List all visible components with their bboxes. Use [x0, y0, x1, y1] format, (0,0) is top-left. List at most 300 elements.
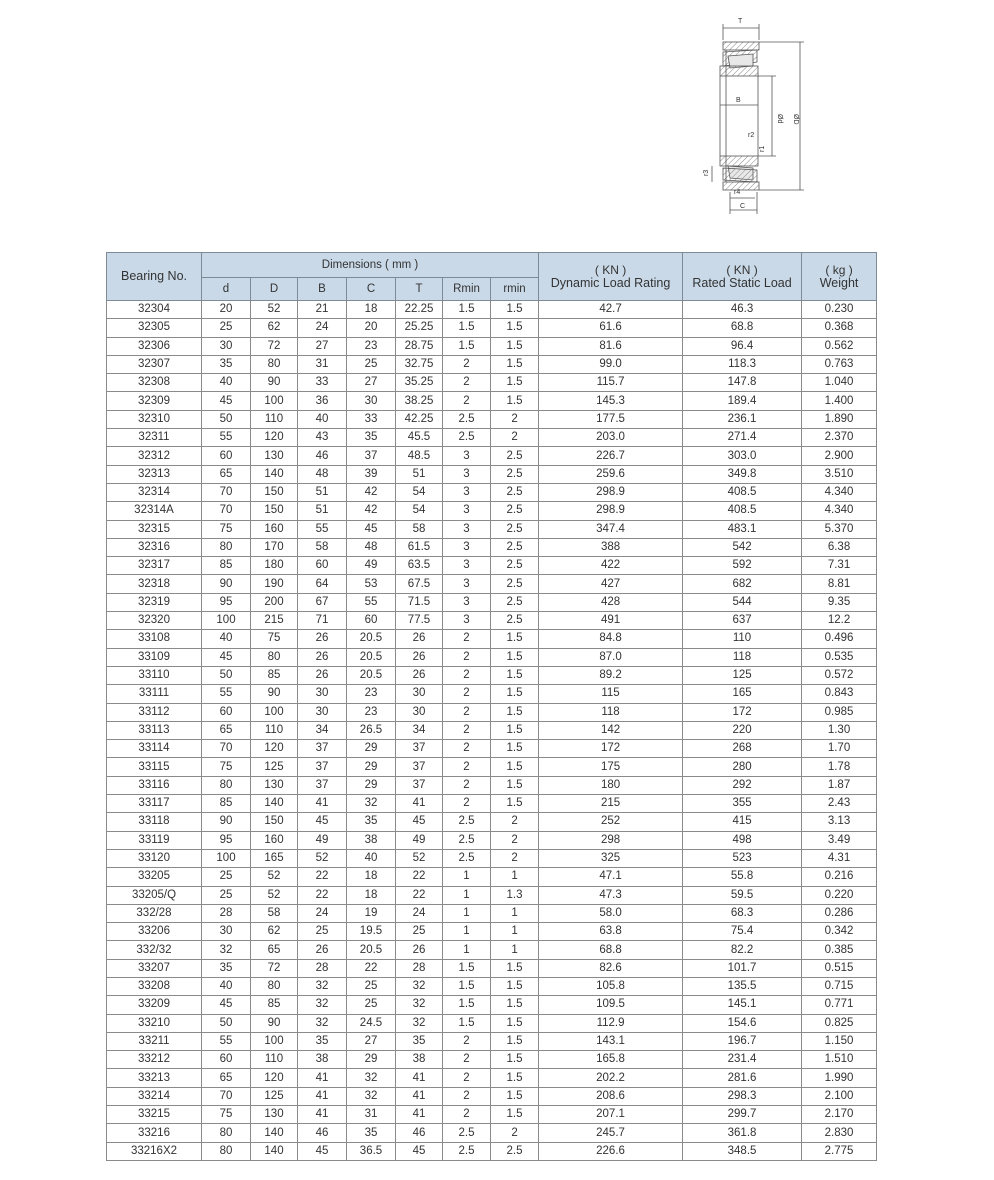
cell-rmin: 2.5: [491, 593, 539, 611]
table-row: [107, 1087, 877, 1105]
cell-bearing-no: 332/28: [107, 904, 202, 922]
cell-static-load: 299.7: [683, 1106, 802, 1124]
cell-dynamic-load: 347.4: [539, 520, 683, 538]
cell-T: 25: [396, 923, 443, 941]
label-r1: r1: [759, 145, 766, 152]
cell-dynamic-load: 226.7: [539, 447, 683, 465]
cell-bearing-no: 32312: [107, 447, 202, 465]
table-row: [107, 319, 877, 337]
cell-weight: 0.715: [802, 977, 877, 995]
cell-static-load: 189.4: [683, 392, 802, 410]
cell-static-load: 75.4: [683, 923, 802, 941]
cell-C: 18: [347, 868, 396, 886]
cell-d: 25: [202, 868, 251, 886]
cell-Rmin: 2: [443, 1087, 491, 1105]
cell-weight: 1.990: [802, 1069, 877, 1087]
table-row: [107, 648, 877, 666]
cell-weight: 1.400: [802, 392, 877, 410]
table-row: [107, 831, 877, 849]
cell-d: 80: [202, 1124, 251, 1142]
table-row: [107, 429, 877, 447]
cell-dynamic-load: 112.9: [539, 1014, 683, 1032]
cell-rmin: 1.5: [491, 1051, 539, 1069]
cell-Rmin: 3: [443, 483, 491, 501]
cell-C: 45: [347, 520, 396, 538]
cell-d: 20: [202, 301, 251, 319]
cell-d: 40: [202, 630, 251, 648]
cell-C: 29: [347, 1051, 396, 1069]
cell-D: 90: [251, 1014, 298, 1032]
cell-Rmin: 1.5: [443, 977, 491, 995]
cell-weight: 0.216: [802, 868, 877, 886]
cell-Rmin: 1.5: [443, 1014, 491, 1032]
cell-d: 100: [202, 612, 251, 630]
cell-Rmin: 1: [443, 904, 491, 922]
cell-T: 24: [396, 904, 443, 922]
cell-Rmin: 1.5: [443, 319, 491, 337]
cell-weight: 3.510: [802, 465, 877, 483]
cell-rmin: 2.5: [491, 520, 539, 538]
cell-D: 110: [251, 1051, 298, 1069]
cell-rmin: 2.5: [491, 465, 539, 483]
cell-dynamic-load: 325: [539, 849, 683, 867]
cell-dynamic-load: 89.2: [539, 666, 683, 684]
label-B: B: [736, 97, 741, 104]
cell-weight: 0.572: [802, 666, 877, 684]
cell-Rmin: 3: [443, 520, 491, 538]
cell-d: 75: [202, 520, 251, 538]
cell-B: 28: [298, 959, 347, 977]
cell-rmin: 1: [491, 941, 539, 959]
cell-rmin: 2.5: [491, 447, 539, 465]
cell-C: 30: [347, 392, 396, 410]
cell-B: 26: [298, 941, 347, 959]
table-row: [107, 959, 877, 977]
cell-D: 90: [251, 685, 298, 703]
cell-D: 170: [251, 538, 298, 556]
cell-dynamic-load: 142: [539, 721, 683, 739]
cell-Rmin: 2: [443, 1069, 491, 1087]
cell-bearing-no: 32314A: [107, 502, 202, 520]
cell-B: 58: [298, 538, 347, 556]
cell-d: 75: [202, 758, 251, 776]
cell-static-load: 592: [683, 557, 802, 575]
cell-D: 165: [251, 849, 298, 867]
cell-D: 52: [251, 301, 298, 319]
cell-d: 55: [202, 685, 251, 703]
cell-D: 150: [251, 502, 298, 520]
cell-T: 49: [396, 831, 443, 849]
cell-C: 35: [347, 813, 396, 831]
cell-B: 21: [298, 301, 347, 319]
cell-B: 35: [298, 1032, 347, 1050]
col-header-dimensions: Dimensions ( mm ): [202, 253, 539, 278]
cell-D: 85: [251, 996, 298, 1014]
cell-T: 54: [396, 502, 443, 520]
cell-d: 45: [202, 648, 251, 666]
cell-D: 52: [251, 868, 298, 886]
weight-unit: ( kg ): [825, 262, 853, 277]
cell-rmin: 1.5: [491, 1032, 539, 1050]
cell-dynamic-load: 207.1: [539, 1106, 683, 1124]
cell-static-load: 523: [683, 849, 802, 867]
cell-static-load: 236.1: [683, 410, 802, 428]
label-D: ØD: [792, 114, 799, 125]
cell-Rmin: 1.5: [443, 337, 491, 355]
cell-d: 70: [202, 502, 251, 520]
cell-static-load: 147.8: [683, 374, 802, 392]
cell-B: 37: [298, 740, 347, 758]
cell-B: 30: [298, 685, 347, 703]
table-row: [107, 355, 877, 373]
cell-rmin: 2.5: [491, 483, 539, 501]
cell-d: 65: [202, 465, 251, 483]
cell-static-load: 415: [683, 813, 802, 831]
cell-static-load: 542: [683, 538, 802, 556]
cell-dynamic-load: 81.6: [539, 337, 683, 355]
cell-Rmin: 2.5: [443, 831, 491, 849]
table-row: [107, 721, 877, 739]
cell-rmin: 1.5: [491, 959, 539, 977]
cell-D: 120: [251, 429, 298, 447]
cell-bearing-no: 32305: [107, 319, 202, 337]
cell-D: 140: [251, 1124, 298, 1142]
cell-dynamic-load: 172: [539, 740, 683, 758]
cell-Rmin: 3: [443, 593, 491, 611]
cell-rmin: 1.5: [491, 337, 539, 355]
cell-weight: 2.43: [802, 795, 877, 813]
cell-rmin: 2.5: [491, 612, 539, 630]
cell-d: 30: [202, 337, 251, 355]
cell-weight: 8.81: [802, 575, 877, 593]
cell-T: 22: [396, 886, 443, 904]
cell-dynamic-load: 47.1: [539, 868, 683, 886]
cell-T: 26: [396, 941, 443, 959]
cell-D: 200: [251, 593, 298, 611]
cell-rmin: 1.5: [491, 666, 539, 684]
cell-rmin: 1.5: [491, 721, 539, 739]
cell-C: 20.5: [347, 666, 396, 684]
cell-weight: 0.342: [802, 923, 877, 941]
cell-weight: 2.775: [802, 1142, 877, 1160]
table-row: [107, 612, 877, 630]
cell-D: 100: [251, 392, 298, 410]
cell-d: 100: [202, 849, 251, 867]
cell-dynamic-load: 203.0: [539, 429, 683, 447]
cell-B: 26: [298, 648, 347, 666]
cell-B: 67: [298, 593, 347, 611]
cell-C: 42: [347, 483, 396, 501]
cell-d: 70: [202, 1087, 251, 1105]
table-row: [107, 1032, 877, 1050]
cell-D: 65: [251, 941, 298, 959]
cell-rmin: 1.5: [491, 977, 539, 995]
cell-weight: 0.825: [802, 1014, 877, 1032]
cell-weight: 1.87: [802, 776, 877, 794]
cell-d: 35: [202, 959, 251, 977]
cell-bearing-no: 33216: [107, 1124, 202, 1142]
cell-bearing-no: 33112: [107, 703, 202, 721]
cell-dynamic-load: 298.9: [539, 502, 683, 520]
cell-D: 130: [251, 1106, 298, 1124]
cell-T: 32.75: [396, 355, 443, 373]
cell-bearing-no: 33210: [107, 1014, 202, 1032]
cell-d: 55: [202, 1032, 251, 1050]
cell-rmin: 1.5: [491, 795, 539, 813]
cell-dynamic-load: 145.3: [539, 392, 683, 410]
cell-B: 48: [298, 465, 347, 483]
cell-B: 45: [298, 813, 347, 831]
cell-weight: 0.843: [802, 685, 877, 703]
cell-d: 70: [202, 483, 251, 501]
cell-Rmin: 1: [443, 868, 491, 886]
cell-weight: 0.562: [802, 337, 877, 355]
cell-d: 50: [202, 666, 251, 684]
cell-bearing-no: 33216X2: [107, 1142, 202, 1160]
label-C: C: [740, 203, 746, 210]
static-unit: ( KN ): [726, 262, 758, 277]
cell-static-load: 298.3: [683, 1087, 802, 1105]
cell-bearing-no: 32309: [107, 392, 202, 410]
cell-static-load: 196.7: [683, 1032, 802, 1050]
table-row: [107, 1124, 877, 1142]
cell-dynamic-load: 252: [539, 813, 683, 831]
cell-dynamic-load: 298.9: [539, 483, 683, 501]
cell-weight: 4.340: [802, 483, 877, 501]
cell-dynamic-load: 165.8: [539, 1051, 683, 1069]
cell-D: 150: [251, 483, 298, 501]
cell-weight: 5.370: [802, 520, 877, 538]
cell-rmin: 1.5: [491, 392, 539, 410]
cell-bearing-no: 33114: [107, 740, 202, 758]
col-header-static-load: [683, 253, 802, 301]
table-row: [107, 996, 877, 1014]
cell-B: 38: [298, 1051, 347, 1069]
cell-D: 125: [251, 758, 298, 776]
cell-weight: 0.385: [802, 941, 877, 959]
table-row: [107, 337, 877, 355]
cell-T: 38.25: [396, 392, 443, 410]
cell-C: 49: [347, 557, 396, 575]
cell-Rmin: 2: [443, 795, 491, 813]
table-row: [107, 685, 877, 703]
cell-weight: 3.49: [802, 831, 877, 849]
cell-d: 25: [202, 319, 251, 337]
cell-rmin: 2.5: [491, 502, 539, 520]
cell-T: 32: [396, 996, 443, 1014]
cell-weight: 1.78: [802, 758, 877, 776]
cell-bearing-no: 33205/Q: [107, 886, 202, 904]
cell-d: 55: [202, 429, 251, 447]
cell-dynamic-load: 491: [539, 612, 683, 630]
cell-weight: 2.170: [802, 1106, 877, 1124]
cell-bearing-no: 33116: [107, 776, 202, 794]
cell-Rmin: 3: [443, 612, 491, 630]
cell-D: 160: [251, 831, 298, 849]
cell-d: 80: [202, 1142, 251, 1160]
cell-weight: 9.35: [802, 593, 877, 611]
cell-d: 80: [202, 776, 251, 794]
cell-rmin: 2: [491, 429, 539, 447]
cell-dynamic-load: 118: [539, 703, 683, 721]
cell-dynamic-load: 202.2: [539, 1069, 683, 1087]
cell-dynamic-load: 63.8: [539, 923, 683, 941]
cell-Rmin: 3: [443, 538, 491, 556]
table-row: [107, 868, 877, 886]
cell-C: 29: [347, 776, 396, 794]
cell-static-load: 68.8: [683, 319, 802, 337]
cell-bearing-no: 32314: [107, 483, 202, 501]
table-row: [107, 1106, 877, 1124]
cell-bearing-no: 33211: [107, 1032, 202, 1050]
cell-T: 46: [396, 1124, 443, 1142]
cell-C: 24.5: [347, 1014, 396, 1032]
cell-weight: 1.510: [802, 1051, 877, 1069]
cell-C: 42: [347, 502, 396, 520]
table-row: [107, 538, 877, 556]
cell-d: 28: [202, 904, 251, 922]
table-row: [107, 977, 877, 995]
cell-C: 20.5: [347, 630, 396, 648]
cell-B: 22: [298, 868, 347, 886]
cell-Rmin: 3: [443, 575, 491, 593]
col-header-C: C: [347, 278, 396, 301]
cell-B: 41: [298, 1087, 347, 1105]
cell-static-load: 220: [683, 721, 802, 739]
table-row: [107, 392, 877, 410]
cell-D: 62: [251, 319, 298, 337]
cell-rmin: 1.3: [491, 886, 539, 904]
cell-Rmin: 2: [443, 648, 491, 666]
cell-B: 37: [298, 758, 347, 776]
cell-static-load: 125: [683, 666, 802, 684]
cell-C: 26.5: [347, 721, 396, 739]
cell-D: 110: [251, 410, 298, 428]
cell-weight: 2.900: [802, 447, 877, 465]
cell-D: 80: [251, 648, 298, 666]
cell-weight: 4.340: [802, 502, 877, 520]
cell-bearing-no: 33111: [107, 685, 202, 703]
cell-T: 35: [396, 1032, 443, 1050]
cell-T: 48.5: [396, 447, 443, 465]
cell-dynamic-load: 82.6: [539, 959, 683, 977]
col-header-T: T: [396, 278, 443, 301]
cell-D: 140: [251, 465, 298, 483]
cell-d: 70: [202, 740, 251, 758]
cell-d: 35: [202, 355, 251, 373]
cell-bearing-no: 33208: [107, 977, 202, 995]
cell-d: 45: [202, 392, 251, 410]
bearing-diagram: [690, 10, 820, 220]
cell-Rmin: 2: [443, 1032, 491, 1050]
cell-weight: 1.150: [802, 1032, 877, 1050]
table-row: [107, 1014, 877, 1032]
cell-T: 63.5: [396, 557, 443, 575]
cell-bearing-no: 32315: [107, 520, 202, 538]
cell-static-load: 303.0: [683, 447, 802, 465]
cell-C: 60: [347, 612, 396, 630]
cell-weight: 0.535: [802, 648, 877, 666]
label-T: T: [738, 18, 743, 25]
cell-static-load: 355: [683, 795, 802, 813]
cell-dynamic-load: 61.6: [539, 319, 683, 337]
cell-D: 75: [251, 630, 298, 648]
cell-Rmin: 3: [443, 502, 491, 520]
cell-B: 27: [298, 337, 347, 355]
cell-d: 32: [202, 941, 251, 959]
cell-dynamic-load: 245.7: [539, 1124, 683, 1142]
weight-label: Weight: [819, 275, 859, 290]
cell-static-load: 118.3: [683, 355, 802, 373]
cell-weight: 1.040: [802, 374, 877, 392]
cell-rmin: 1.5: [491, 319, 539, 337]
table-row: [107, 630, 877, 648]
table-row: [107, 758, 877, 776]
cell-C: 18: [347, 301, 396, 319]
cell-rmin: 1.5: [491, 1014, 539, 1032]
cell-bearing-no: 32319: [107, 593, 202, 611]
cell-dynamic-load: 84.8: [539, 630, 683, 648]
col-header-bearing-no: Bearing No.: [107, 253, 202, 301]
cell-T: 41: [396, 795, 443, 813]
cell-d: 85: [202, 795, 251, 813]
cell-bearing-no: 32308: [107, 374, 202, 392]
cell-C: 25: [347, 977, 396, 995]
cell-Rmin: 3: [443, 557, 491, 575]
cell-C: 39: [347, 465, 396, 483]
table-row: [107, 593, 877, 611]
cell-bearing-no: 33206: [107, 923, 202, 941]
cell-dynamic-load: 175: [539, 758, 683, 776]
cell-dynamic-load: 47.3: [539, 886, 683, 904]
cell-C: 35: [347, 1124, 396, 1142]
cell-B: 22: [298, 886, 347, 904]
cell-dynamic-load: 58.0: [539, 904, 683, 922]
table-row: [107, 941, 877, 959]
cell-static-load: 544: [683, 593, 802, 611]
label-r3: r3: [703, 169, 710, 176]
col-header-d: d: [202, 278, 251, 301]
cell-D: 125: [251, 1087, 298, 1105]
cell-T: 35.25: [396, 374, 443, 392]
cell-Rmin: 2.5: [443, 1124, 491, 1142]
cell-T: 30: [396, 703, 443, 721]
table-row: [107, 795, 877, 813]
cell-C: 31: [347, 1106, 396, 1124]
cell-weight: 0.763: [802, 355, 877, 373]
cell-rmin: 1.5: [491, 685, 539, 703]
cell-rmin: 2: [491, 831, 539, 849]
label-d: Ød: [776, 114, 783, 124]
cell-B: 33: [298, 374, 347, 392]
cell-B: 55: [298, 520, 347, 538]
cell-B: 26: [298, 630, 347, 648]
cell-dynamic-load: 99.0: [539, 355, 683, 373]
cell-bearing-no: 32304: [107, 301, 202, 319]
cell-D: 100: [251, 703, 298, 721]
cell-T: 58: [396, 520, 443, 538]
cell-rmin: 1: [491, 923, 539, 941]
cell-dynamic-load: 298: [539, 831, 683, 849]
cell-static-load: 292: [683, 776, 802, 794]
cell-B: 45: [298, 1142, 347, 1160]
cell-d: 65: [202, 721, 251, 739]
cell-d: 85: [202, 557, 251, 575]
cell-C: 19: [347, 904, 396, 922]
cell-C: 33: [347, 410, 396, 428]
cell-D: 110: [251, 721, 298, 739]
cell-weight: 0.230: [802, 301, 877, 319]
